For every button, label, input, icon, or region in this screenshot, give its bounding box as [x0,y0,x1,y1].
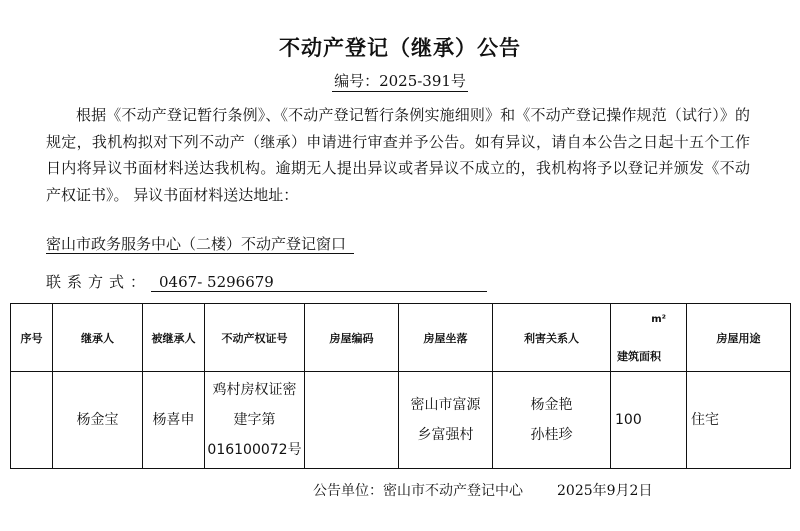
header-cert-no: 不动产权证号 [205,304,305,372]
cell-seq [11,372,53,469]
address-line [46,233,354,254]
header-house-code: 房屋编码 [305,304,399,372]
interested-name: 孙桂珍 [530,427,573,443]
header-seq: 序号 [11,304,53,372]
header-heir: 继承人 [53,304,143,372]
header-location: 房屋坐落 [399,304,493,372]
header-area-unit: m² [651,314,666,325]
address-text: 密山市政务服务中心（二楼）不动产登记窗口 [46,235,354,254]
serial-text: 编号：2025-391号 [334,72,466,90]
interested-name: 杨金艳 [530,397,573,413]
cell-location [399,372,493,469]
contact-label: 联系方式： [46,273,152,291]
contact-phone: 0467- 5296679 [151,273,487,292]
cell-heir: 杨金宝 [53,372,143,469]
table-header-row [11,304,791,372]
cert-line: 建字第 [233,412,276,428]
cell-house-code [305,372,399,469]
notice-footer [313,480,652,500]
notice-title: 不动产登记（继承）公告 [279,36,521,60]
header-use: 房屋用途 [687,304,791,372]
header-interested: 利害关系人 [493,304,611,372]
cert-line: 鸡村房权证密 [212,382,297,398]
property-table [10,303,791,469]
cell-cert-no [205,372,305,469]
serial-number [0,70,800,91]
table-row [11,372,791,469]
header-area-label: 建筑面积 [617,350,661,363]
location-line: 乡富强村 [417,427,474,443]
header-area [611,304,687,372]
notice-body: 根据《不动产登记暂行条例》、《不动产登记暂行条例实施细则》和《不动产登记操作规范（试行）》的规定，我机构拟对下列不动产（继承）申请进行审查并予公告。如有异议，请自本公告之日起十五个工作日内将异议书面材料送达我机构。逾期无人提出异议或者异议不成立的，我机构将予以登记并颁发《不动产权证书》。 异议书面材料送达地址： [46,106,750,204]
cell-use: 住宅 [687,372,791,469]
contact-line [46,271,487,292]
notice-date: 2025年9月2日 [557,483,653,499]
header-decedent: 被继承人 [143,304,205,372]
cert-line: 016100072号 [207,442,302,458]
cell-interested [493,372,611,469]
location-line: 密山市富源 [410,397,481,413]
cell-decedent: 杨喜申 [143,372,205,469]
cell-area: 100 [611,372,687,469]
issuer-text: 公告单位：密山市不动产登记中心 [313,483,523,499]
